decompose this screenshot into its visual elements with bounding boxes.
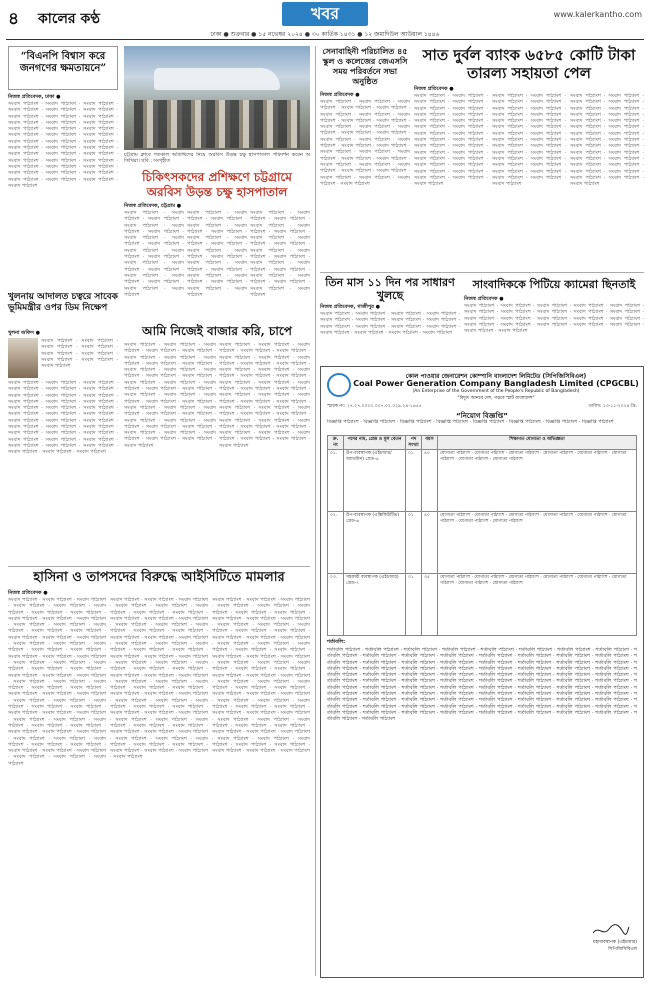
cpgcbl-logo-icon [327,373,351,397]
khulna-headline: খুলনায় আদালত চত্বরে সাবেক ভূমিমন্ত্রীর ওপর ডিম নিক্ষেপ [8,292,118,313]
col-post: পদের নাম, গ্রেড ও মূল বেতন [344,436,406,450]
row-sl: ০৩. [328,574,344,636]
masthead-rule [6,39,644,40]
ad-memo: স্মারক নং: ২৭.২৭.০০০০.০০৭.০২.০২৯.২৪-১৬৫৫ [327,404,422,409]
row-sl: ০১. [328,450,344,512]
army-byline: নিজস্ব প্রতিবেদক ● [320,92,360,98]
masthead [0,0,650,44]
khulna-body: সংবাদ পাঠ্যাংশ · সংবাদ পাঠ্যাংশ · সংবাদ পাঠ্যাংশ · সংবাদ পাঠ্যাংশ · সংবাদ পাঠ্যাংশ · সংবাদ পাঠ্যাংশ · সংবাদ পাঠ্যাংশ · সংবাদ পাঠ্যাংশ · সংবাদ পাঠ্যাংশ · সংবাদ পাঠ্যাংশ · সংবাদ পাঠ্যাংশ · সংবাদ পাঠ্যাংশ · সংবাদ পাঠ্যাংশ · সংবাদ পাঠ্যাংশ · সংবাদ পাঠ্যাংশ · সংবাদ পাঠ্যাংশ · সংবাদ পাঠ্যাংশ · সংবাদ পাঠ্যাংশ · সংবাদ পাঠ্যাংশ · সংবাদ পাঠ্যাংশ · সংবাদ পাঠ্যাংশ · সংবাদ পাঠ্যাংশ · সংবাদ পাঠ্যাংশ · সংবাদ পাঠ্যাংশ · সংবাদ পাঠ্যাংশ · সংবাদ পাঠ্যাংশ · সংবাদ পাঠ্যাংশ · সংবাদ পাঠ্যাংশ · সংবাদ পাঠ্যাংশ · সংবাদ পাঠ্যাংশ · সংবাদ পাঠ্যাংশ · সংবাদ পাঠ্যাংশ · সংবাদ পাঠ্যাংশ · সংবাদ পাঠ্যাংশ · সংবাদ পাঠ্যাংশ · সংবাদ পাঠ্যাংশ [8,380,118,456]
row-qualification: যোগ্যতা পাঠ্যাংশ · যোগ্যতা পাঠ্যাংশ · যোগ্যতা পাঠ্যাংশ · যোগ্যতা পাঠ্যাংশ · যোগ্যতা পাঠ্যাংশ · যোগ্যতা পাঠ্যাংশ · যোগ্যতা পাঠ্যাংশ · যোগ্যতা পাঠ্যাংশ [438,574,637,636]
section-badge: খবর [282,2,368,26]
ad-notes-title: শর্তাবলি: [327,639,346,645]
main-byline: নিজস্ব প্রতিবেদক, চট্টগ্রাম ● [124,203,182,209]
page-number: ৪ [8,9,20,29]
quote-headline: “বিএনপি বিশ্বাস করে জনগণের ক্ষমতায়নে” [19,51,107,74]
table-row [328,512,637,574]
quote-body: সংবাদ পাঠ্যাংশ · সংবাদ পাঠ্যাংশ · সংবাদ পাঠ্যাংশ · সংবাদ পাঠ্যাংশ · সংবাদ পাঠ্যাংশ · সংবাদ পাঠ্যাংশ · সংবাদ পাঠ্যাংশ · সংবাদ পাঠ্যাংশ · সংবাদ পাঠ্যাংশ · সংবাদ পাঠ্যাংশ · সংবাদ পাঠ্যাংশ · সংবাদ পাঠ্যাংশ · সংবাদ পাঠ্যাংশ · সংবাদ পাঠ্যাংশ · সংবাদ পাঠ্যাংশ · সংবাদ পাঠ্যাংশ · সংবাদ পাঠ্যাংশ · সংবাদ পাঠ্যাংশ · সংবাদ পাঠ্যাংশ · সংবাদ পাঠ্যাংশ · সংবাদ পাঠ্যাংশ · সংবাদ পাঠ্যাংশ · সংবাদ পাঠ্যাংশ · সংবাদ পাঠ্যাংশ · সংবাদ পাঠ্যাংশ · সংবাদ পাঠ্যাংশ · সংবাদ পাঠ্যাংশ · সংবাদ পাঠ্যাংশ · সংবাদ পাঠ্যাংশ · সংবাদ পাঠ্যাংশ · সংবাদ পাঠ্যাংশ · সংবাদ পাঠ্যাংশ · সংবাদ পাঠ্যাংশ · সংবাদ পাঠ্যাংশ · সংবাদ পাঠ্যাংশ · সংবাদ পাঠ্যাংশ · সংবাদ পাঠ্যাংশ · সংবাদ পাঠ্যাংশ · সংবাদ পাঠ্যাংশ · সংবাদ পাঠ্যাংশ [8,101,118,189]
row-count: ০১ [406,512,422,574]
main-headline: চিকিৎসকদের প্রশিক্ষণে চট্টগ্রামে অরবিস উড়ন্ত চক্ষু হাসপাতাল [142,170,292,199]
ad-date: তারিখ: ১৩-১১-২০২৪ খ্রি. [588,404,637,409]
three-months-byline: নিজস্ব প্রতিবেদক, গাজীপুর ● [320,304,381,310]
ad-org-bn: কোল পাওয়ার জেনারেশন কোম্পানি বাংলাদেশ লিমিটেড (সিপিজিসিবিএল) [405,373,587,380]
airplane-shape [154,68,280,90]
row-age: ৪০ [422,450,438,512]
bazar-body-col2: সংবাদ পাঠ্যাংশ · সংবাদ পাঠ্যাংশ · সংবাদ পাঠ্যাংশ · সংবাদ পাঠ্যাংশ · সংবাদ পাঠ্যাংশ · সংবাদ পাঠ্যাংশ · সংবাদ পাঠ্যাংশ · সংবাদ পাঠ্যাংশ · সংবাদ পাঠ্যাংশ · সংবাদ পাঠ্যাংশ · সংবাদ পাঠ্যাংশ · সংবাদ পাঠ্যাংশ · সংবাদ পাঠ্যাংশ · সংবাদ পাঠ্যাংশ · সংবাদ পাঠ্যাংশ · সংবাদ পাঠ্যাংশ · সংবাদ পাঠ্যাংশ · সংবাদ পাঠ্যাংশ · সংবাদ পাঠ্যাংশ · সংবাদ পাঠ্যাংশ · সংবাদ পাঠ্যাংশ · সংবাদ পাঠ্যাংশ · সংবাদ পাঠ্যাংশ · সংবাদ পাঠ্যাংশ · সংবাদ পাঠ্যাংশ · সংবাদ পাঠ্যাংশ · সংবাদ পাঠ্যাংশ · সংবাদ পাঠ্যাংশ · সংবাদ পাঠ্যাংশ · সংবাদ পাঠ্যাংশ · সংবাদ পাঠ্যাংশ · সংবাদ পাঠ্যাংশ · সংবাদ পাঠ্যাংশ · সংবাদ পাঠ্যাংশ · সংবাদ পাঠ্যাংশ · সংবাদ পাঠ্যাংশ · সংবাদ পাঠ্যাংশ · সংবাদ পাঠ্যাংশ · সংবাদ পাঠ্যাংশ · সংবাদ পাঠ্যাংশ · সংবাদ পাঠ্যাংশ [219,342,310,449]
main-body-col2: সংবাদ পাঠ্যাংশ · সংবাদ পাঠ্যাংশ · সংবাদ পাঠ্যাংশ · সংবাদ পাঠ্যাংশ · সংবাদ পাঠ্যাংশ · সংবাদ পাঠ্যাংশ · সংবাদ পাঠ্যাংশ · সংবাদ পাঠ্যাংশ · সংবাদ পাঠ্যাংশ · সংবাদ পাঠ্যাংশ · সংবাদ পাঠ্যাংশ · সংবাদ পাঠ্যাংশ · সংবাদ পাঠ্যাংশ · সংবাদ পাঠ্যাংশ · সংবাদ পাঠ্যাংশ · সংবাদ পাঠ্যাংশ · সংবাদ পাঠ্যাংশ · সংবাদ পাঠ্যাংশ · সংবাদ পাঠ্যাংশ · সংবাদ পাঠ্যাংশ [187,210,247,298]
hasina-byline: নিজস্ব প্রতিবেদক ● [8,590,48,596]
journalist-body: সংবাদ পাঠ্যাংশ · সংবাদ পাঠ্যাংশ · সংবাদ পাঠ্যাংশ · সংবাদ পাঠ্যাংশ · সংবাদ পাঠ্যাংশ · সংবাদ পাঠ্যাংশ · সংবাদ পাঠ্যাংশ · সংবাদ পাঠ্যাংশ · সংবাদ পাঠ্যাংশ · সংবাদ পাঠ্যাংশ · সংবাদ পাঠ্যাংশ · সংবাদ পাঠ্যাংশ · সংবাদ পাঠ্যাংশ · সংবাদ পাঠ্যাংশ · সংবাদ পাঠ্যাংশ · সংবাদ পাঠ্যাংশ · সংবাদ পাঠ্যাংশ · সংবাদ পাঠ্যাংশ · সংবাদ পাঠ্যাংশ · সংবাদ পাঠ্যাংশ · সংবাদ পাঠ্যাংশ · সংবাদ পাঠ্যাংশ [464,303,644,335]
ad-intro: বিজ্ঞপ্তি পাঠ্যাংশ · বিজ্ঞপ্তি পাঠ্যাংশ · বিজ্ঞপ্তি পাঠ্যাংশ · বিজ্ঞপ্তি পাঠ্যাংশ · বিজ্ঞপ্তি পাঠ্যাংশ · বিজ্ঞপ্তি পাঠ্যাংশ · বিজ্ঞপ্তি পাঠ্যাংশ · বিজ্ঞপ্তি পাঠ্যাংশ [327,419,614,425]
divider-hasina [8,566,310,567]
signature-org: সিপিজিসিবিএল [608,947,637,952]
row-sl: ০২. [328,512,344,574]
ad-table-wrap [327,435,637,636]
three-months-body: সংবাদ পাঠ্যাংশ · সংবাদ পাঠ্যাংশ · সংবাদ পাঠ্যাংশ · সংবাদ পাঠ্যাংশ · সংবাদ পাঠ্যাংশ · সংবাদ পাঠ্যাংশ · সংবাদ পাঠ্যাংশ · সংবাদ পাঠ্যাংশ · সংবাদ পাঠ্যাংশ · সংবাদ পাঠ্যাংশ · সংবাদ পাঠ্যাংশ · সংবাদ পাঠ্যাংশ · সংবাদ পাঠ্যাংশ · সংবাদ পাঠ্যাংশ · সংবাদ পাঠ্যাংশ · সংবাদ পাঠ্যাংশ [320,311,460,336]
khulna-byline: খুলনা অফিস ● [8,330,41,336]
quote-byline: নিজস্ব প্রতিবেদক, ঢাকা ● [8,94,61,100]
quote-box [8,46,118,90]
ad-title: “নিয়োগ বিজ্ঞপ্তি” [456,412,508,420]
row-post: উপ-ব্যবস্থাপক (এক্সিকিউটিভ) গ্রেড-৬ [344,512,406,574]
main-body-col1: সংবাদ পাঠ্যাংশ · সংবাদ পাঠ্যাংশ · সংবাদ পাঠ্যাংশ · সংবাদ পাঠ্যাংশ · সংবাদ পাঠ্যাংশ · সংবাদ পাঠ্যাংশ · সংবাদ পাঠ্যাংশ · সংবাদ পাঠ্যাংশ · সংবাদ পাঠ্যাংশ · সংবাদ পাঠ্যাংশ · সংবাদ পাঠ্যাংশ · সংবাদ পাঠ্যাংশ · সংবাদ পাঠ্যাংশ · সংবাদ পাঠ্যাংশ · সংবাদ পাঠ্যাংশ · সংবাদ পাঠ্যাংশ · সংবাদ পাঠ্যাংশ · সংবাদ পাঠ্যাংশ · সংবাদ পাঠ্যাংশ · সংবাদ পাঠ্যাংশ [124,210,184,298]
ad-slogan: "বিদ্যুৎ আনবে দেশ, গড়বে স্মার্ট বাংলাদেশ" [457,396,535,401]
ad-table-header [328,436,637,450]
row-count: ০১ [406,574,422,636]
army-headline: সেনাবাহিনী পরিচালিত ৪৫ স্কুল ও কলেজের জেএসসি সময় পরিবর্তনে সভা অনুষ্ঠিত [322,46,408,86]
army-body: সংবাদ পাঠ্যাংশ · সংবাদ পাঠ্যাংশ · সংবাদ পাঠ্যাংশ · সংবাদ পাঠ্যাংশ · সংবাদ পাঠ্যাংশ · সংবাদ পাঠ্যাংশ · সংবাদ পাঠ্যাংশ · সংবাদ পাঠ্যাংশ · সংবাদ পাঠ্যাংশ · সংবাদ পাঠ্যাংশ · সংবাদ পাঠ্যাংশ · সংবাদ পাঠ্যাংশ · সংবাদ পাঠ্যাংশ · সংবাদ পাঠ্যাংশ · সংবাদ পাঠ্যাংশ · সংবাদ পাঠ্যাংশ · সংবাদ পাঠ্যাংশ · সংবাদ পাঠ্যাংশ · সংবাদ পাঠ্যাংশ · সংবাদ পাঠ্যাংশ · সংবাদ পাঠ্যাংশ · সংবাদ পাঠ্যাংশ · সংবাদ পাঠ্যাংশ · সংবাদ পাঠ্যাংশ · সংবাদ পাঠ্যাংশ · সংবাদ পাঠ্যাংশ · সংবাদ পাঠ্যাংশ · সংবাদ পাঠ্যাংশ · সংবাদ পাঠ্যাংশ · সংবাদ পাঠ্যাংশ · সংবাদ পাঠ্যাংশ · সংবাদ পাঠ্যাংশ · সংবাদ পাঠ্যাংশ · সংবাদ পাঠ্যাংশ [320,99,410,187]
signature-icon [591,923,631,937]
bank-body-col1: সংবাদ পাঠ্যাংশ · সংবাদ পাঠ্যাংশ · সংবাদ পাঠ্যাংশ · সংবাদ পাঠ্যাংশ · সংবাদ পাঠ্যাংশ · সংবাদ পাঠ্যাংশ · সংবাদ পাঠ্যাংশ · সংবাদ পাঠ্যাংশ · সংবাদ পাঠ্যাংশ · সংবাদ পাঠ্যাংশ · সংবাদ পাঠ্যাংশ · সংবাদ পাঠ্যাংশ · সংবাদ পাঠ্যাংশ · সংবাদ পাঠ্যাংশ · সংবাদ পাঠ্যাংশ · সংবাদ পাঠ্যাংশ · সংবাদ পাঠ্যাংশ · সংবাদ পাঠ্যাংশ · সংবাদ পাঠ্যাংশ · সংবাদ পাঠ্যাংশ · সংবাদ পাঠ্যাংশ · সংবাদ পাঠ্যাংশ · সংবাদ পাঠ্যাংশ · সংবাদ পাঠ্যাংশ · সংবাদ পাঠ্যাংশ · সংবাদ পাঠ্যাংশ · সংবাদ পাঠ্যাংশ · সংবাদ পাঠ্যাংশ · সংবাদ পাঠ্যাংশ [414,93,488,188]
main-photo [124,46,310,150]
group-people [134,100,300,148]
journalist-headline: সাংবাদিককে পিটিয়ে ক্যামেরা ছিনতাই [472,278,636,291]
signature-name: মহাব্যবস্থাপক (এইচআর) [593,940,637,945]
bank-body-col2: সংবাদ পাঠ্যাংশ · সংবাদ পাঠ্যাংশ · সংবাদ পাঠ্যাংশ · সংবাদ পাঠ্যাংশ · সংবাদ পাঠ্যাংশ · সংবাদ পাঠ্যাংশ · সংবাদ পাঠ্যাংশ · সংবাদ পাঠ্যাংশ · সংবাদ পাঠ্যাংশ · সংবাদ পাঠ্যাংশ · সংবাদ পাঠ্যাংশ · সংবাদ পাঠ্যাংশ · সংবাদ পাঠ্যাংশ · সংবাদ পাঠ্যাংশ · সংবাদ পাঠ্যাংশ · সংবাদ পাঠ্যাংশ · সংবাদ পাঠ্যাংশ · সংবাদ পাঠ্যাংশ · সংবাদ পাঠ্যাংশ · সংবাদ পাঠ্যাংশ · সংবাদ পাঠ্যাংশ · সংবাদ পাঠ্যাংশ · সংবাদ পাঠ্যাংশ · সংবাদ পাঠ্যাংশ · সংবাদ পাঠ্যাংশ · সংবাদ পাঠ্যাংশ · সংবাদ পাঠ্যাংশ · সংবাদ পাঠ্যাংশ · সংবাদ পাঠ্যাংশ [492,93,566,188]
row-qualification: যোগ্যতা পাঠ্যাংশ · যোগ্যতা পাঠ্যাংশ · যোগ্যতা পাঠ্যাংশ · যোগ্যতা পাঠ্যাংশ · যোগ্যতা পাঠ্যাংশ · যোগ্যতা পাঠ্যাংশ · যোগ্যতা পাঠ্যাংশ · যোগ্যতা পাঠ্যাংশ [438,450,637,512]
main-body-col3: সংবাদ পাঠ্যাংশ · সংবাদ পাঠ্যাংশ · সংবাদ পাঠ্যাংশ · সংবাদ পাঠ্যাংশ · সংবাদ পাঠ্যাংশ · সংবাদ পাঠ্যাংশ · সংবাদ পাঠ্যাংশ · সংবাদ পাঠ্যাংশ · সংবাদ পাঠ্যাংশ · সংবাদ পাঠ্যাংশ · সংবাদ পাঠ্যাংশ · সংবাদ পাঠ্যাংশ · সংবাদ পাঠ্যাংশ · সংবাদ পাঠ্যাংশ · সংবাদ পাঠ্যাংশ · সংবাদ পাঠ্যাংশ · সংবাদ পাঠ্যাংশ · সংবাদ পাঠ্যাংশ · সংবাদ পাঠ্যাংশ · সংবাদ পাঠ্যাংশ [250,210,310,298]
khulna-portrait [8,338,38,378]
column-divider [315,46,316,976]
col-count: পদ সংখ্যা [406,436,422,450]
bank-headline: সাত দুর্বল ব্যাংক ৬৫৮৫ কোটি টাকা তারল্য সহায়তা পেল [422,46,636,82]
bank-byline: নিজস্ব প্রতিবেদক ● [414,86,454,92]
bazar-body-col1: সংবাদ পাঠ্যাংশ · সংবাদ পাঠ্যাংশ · সংবাদ পাঠ্যাংশ · সংবাদ পাঠ্যাংশ · সংবাদ পাঠ্যাংশ · সংবাদ পাঠ্যাংশ · সংবাদ পাঠ্যাংশ · সংবাদ পাঠ্যাংশ · সংবাদ পাঠ্যাংশ · সংবাদ পাঠ্যাংশ · সংবাদ পাঠ্যাংশ · সংবাদ পাঠ্যাংশ · সংবাদ পাঠ্যাংশ · সংবাদ পাঠ্যাংশ · সংবাদ পাঠ্যাংশ · সংবাদ পাঠ্যাংশ · সংবাদ পাঠ্যাংশ · সংবাদ পাঠ্যাংশ · সংবাদ পাঠ্যাংশ · সংবাদ পাঠ্যাংশ · সংবাদ পাঠ্যাংশ · সংবাদ পাঠ্যাংশ · সংবাদ পাঠ্যাংশ · সংবাদ পাঠ্যাংশ · সংবাদ পাঠ্যাংশ · সংবাদ পাঠ্যাংশ · সংবাদ পাঠ্যাংশ · সংবাদ পাঠ্যাংশ · সংবাদ পাঠ্যাংশ · সংবাদ পাঠ্যাংশ · সংবাদ পাঠ্যাংশ · সংবাদ পাঠ্যাংশ · সংবাদ পাঠ্যাংশ · সংবাদ পাঠ্যাংশ · সংবাদ পাঠ্যাংশ · সংবাদ পাঠ্যাংশ · সংবাদ পাঠ্যাংশ · সংবাদ পাঠ্যাংশ · সংবাদ পাঠ্যাংশ · সংবাদ পাঠ্যাংশ · সংবাদ পাঠ্যাংশ [124,342,216,449]
bank-body-col3: সংবাদ পাঠ্যাংশ · সংবাদ পাঠ্যাংশ · সংবাদ পাঠ্যাংশ · সংবাদ পাঠ্যাংশ · সংবাদ পাঠ্যাংশ · সংবাদ পাঠ্যাংশ · সংবাদ পাঠ্যাংশ · সংবাদ পাঠ্যাংশ · সংবাদ পাঠ্যাংশ · সংবাদ পাঠ্যাংশ · সংবাদ পাঠ্যাংশ · সংবাদ পাঠ্যাংশ · সংবাদ পাঠ্যাংশ · সংবাদ পাঠ্যাংশ · সংবাদ পাঠ্যাংশ · সংবাদ পাঠ্যাংশ · সংবাদ পাঠ্যাংশ · সংবাদ পাঠ্যাংশ · সংবাদ পাঠ্যাংশ · সংবাদ পাঠ্যাংশ · সংবাদ পাঠ্যাংশ · সংবাদ পাঠ্যাংশ · সংবাদ পাঠ্যাংশ · সংবাদ পাঠ্যাংশ · সংবাদ পাঠ্যাংশ · সংবাদ পাঠ্যাংশ · সংবাদ পাঠ্যাংশ · সংবাদ পাঠ্যাংশ · সংবাদ পাঠ্যাংশ [570,93,644,188]
hasina-body-col3: সংবাদ পাঠ্যাংশ · সংবাদ পাঠ্যাংশ · সংবাদ পাঠ্যাংশ · সংবাদ পাঠ্যাংশ · সংবাদ পাঠ্যাংশ · সংবাদ পাঠ্যাংশ · সংবাদ পাঠ্যাংশ · সংবাদ পাঠ্যাংশ · সংবাদ পাঠ্যাংশ · সংবাদ পাঠ্যাংশ · সংবাদ পাঠ্যাংশ · সংবাদ পাঠ্যাংশ · সংবাদ পাঠ্যাংশ · সংবাদ পাঠ্যাংশ · সংবাদ পাঠ্যাংশ · সংবাদ পাঠ্যাংশ · সংবাদ পাঠ্যাংশ · সংবাদ পাঠ্যাংশ · সংবাদ পাঠ্যাংশ · সংবাদ পাঠ্যাংশ · সংবাদ পাঠ্যাংশ · সংবাদ পাঠ্যাংশ · সংবাদ পাঠ্যাংশ · সংবাদ পাঠ্যাংশ · সংবাদ পাঠ্যাংশ · সংবাদ পাঠ্যাংশ · সংবাদ পাঠ্যাংশ · সংবাদ পাঠ্যাংশ · সংবাদ পাঠ্যাংশ · সংবাদ পাঠ্যাংশ · সংবাদ পাঠ্যাংশ · সংবাদ পাঠ্যাংশ · সংবাদ পাঠ্যাংশ · সংবাদ পাঠ্যাংশ · সংবাদ পাঠ্যাংশ · সংবাদ পাঠ্যাংশ · সংবাদ পাঠ্যাংশ · সংবাদ পাঠ্যাংশ · সংবাদ পাঠ্যাংশ · সংবাদ পাঠ্যাংশ · সংবাদ পাঠ্যাংশ · সংবাদ পাঠ্যাংশ · সংবাদ পাঠ্যাংশ · সংবাদ পাঠ্যাংশ · সংবাদ পাঠ্যাংশ · সংবাদ পাঠ্যাংশ · সংবাদ পাঠ্যাংশ · সংবাদ পাঠ্যাংশ · সংবাদ পাঠ্যাংশ · সংবাদ পাঠ্যাংশ · সংবাদ পাঠ্যাংশ · সংবাদ পাঠ্যাংশ · সংবাদ পাঠ্যাংশ · সংবাদ পাঠ্যাংশ · সংবাদ পাঠ্যাংশ · সংবাদ পাঠ্যাংশ · সংবাদ পাঠ্যাংশ · সংবাদ পাঠ্যাংশ · সংবাদ পাঠ্যাংশ · সংবাদ পাঠ্যাংশ · সংবাদ পাঠ্যাংশ · সংবাদ পাঠ্যাংশ · সংবাদ পাঠ্যাংশ · সংবাদ পাঠ্যাংশ · সংবাদ পাঠ্যাংশ · সংবাদ পাঠ্যাংশ · সংবাদ পাঠ্যাংশ [212,597,310,755]
table-row [328,450,637,512]
hasina-body-col2: সংবাদ পাঠ্যাংশ · সংবাদ পাঠ্যাংশ · সংবাদ পাঠ্যাংশ · সংবাদ পাঠ্যাংশ · সংবাদ পাঠ্যাংশ · সংবাদ পাঠ্যাংশ · সংবাদ পাঠ্যাংশ · সংবাদ পাঠ্যাংশ · সংবাদ পাঠ্যাংশ · সংবাদ পাঠ্যাংশ · সংবাদ পাঠ্যাংশ · সংবাদ পাঠ্যাংশ · সংবাদ পাঠ্যাংশ · সংবাদ পাঠ্যাংশ · সংবাদ পাঠ্যাংশ · সংবাদ পাঠ্যাংশ · সংবাদ পাঠ্যাংশ · সংবাদ পাঠ্যাংশ · সংবাদ পাঠ্যাংশ · সংবাদ পাঠ্যাংশ · সংবাদ পাঠ্যাংশ · সংবাদ পাঠ্যাংশ · সংবাদ পাঠ্যাংশ · সংবাদ পাঠ্যাংশ · সংবাদ পাঠ্যাংশ · সংবাদ পাঠ্যাংশ · সংবাদ পাঠ্যাংশ · সংবাদ পাঠ্যাংশ · সংবাদ পাঠ্যাংশ · সংবাদ পাঠ্যাংশ · সংবাদ পাঠ্যাংশ · সংবাদ পাঠ্যাংশ · সংবাদ পাঠ্যাংশ · সংবাদ পাঠ্যাংশ · সংবাদ পাঠ্যাংশ · সংবাদ পাঠ্যাংশ · সংবাদ পাঠ্যাংশ · সংবাদ পাঠ্যাংশ · সংবাদ পাঠ্যাংশ · সংবাদ পাঠ্যাংশ · সংবাদ পাঠ্যাংশ · সংবাদ পাঠ্যাংশ · সংবাদ পাঠ্যাংশ · সংবাদ পাঠ্যাংশ · সংবাদ পাঠ্যাংশ · সংবাদ পাঠ্যাংশ · সংবাদ পাঠ্যাংশ · সংবাদ পাঠ্যাংশ · সংবাদ পাঠ্যাংশ · সংবাদ পাঠ্যাংশ · সংবাদ পাঠ্যাংশ · সংবাদ পাঠ্যাংশ · সংবাদ পাঠ্যাংশ · সংবাদ পাঠ্যাংশ · সংবাদ পাঠ্যাংশ · সংবাদ পাঠ্যাংশ · সংবাদ পাঠ্যাংশ · সংবাদ পাঠ্যাংশ · সংবাদ পাঠ্যাংশ · সংবাদ পাঠ্যাংশ · সংবাদ পাঠ্যাংশ · সংবাদ পাঠ্যাংশ · সংবাদ পাঠ্যাংশ · সংবাদ পাঠ্যাংশ · সংবাদ পাঠ্যাংশ · সংবাদ পাঠ্যাংশ · সংবাদ পাঠ্যাংশ · সংবাদ পাঠ্যাংশ [110,597,208,761]
row-post: সহকারী ব্যবস্থাপক (এইচআর) গ্রেড-৭ [344,574,406,636]
divider-mid [320,272,644,273]
ad-org-sub: (An Enterprise of the Government of the People's Republic of Bangladesh) [412,389,580,394]
row-qualification: যোগ্যতা পাঠ্যাংশ · যোগ্যতা পাঠ্যাংশ · যোগ্যতা পাঠ্যাংশ · যোগ্যতা পাঠ্যাংশ · যোগ্যতা পাঠ্যাংশ · যোগ্যতা পাঠ্যাংশ · যোগ্যতা পাঠ্যাংশ · যোগ্যতা পাঠ্যাংশ [438,512,637,574]
table-row [328,574,637,636]
website-url[interactable]: www.kalerkantho.com [553,10,642,19]
ad-org-en: Coal Power Generation Company Bangladesh Limited (CPGCBL) [353,379,639,388]
ad-notes: শর্তাবলি পাঠ্যাংশ · শর্তাবলি পাঠ্যাংশ · শর্তাবলি পাঠ্যাংশ · শর্তাবলি পাঠ্যাংশ · শর্তাবলি পাঠ্যাংশ · শর্তাবলি পাঠ্যাংশ · শর্তাবলি পাঠ্যাংশ · শর্তাবলি পাঠ্যাংশ · শর্তাবলি পাঠ্যাংশ · শর্তাবলি পাঠ্যাংশ · শর্তাবলি পাঠ্যাংশ · শর্তাবলি পাঠ্যাংশ · শর্তাবলি পাঠ্যাংশ · শর্তাবলি পাঠ্যাংশ · শর্তাবলি পাঠ্যাংশ · শর্তাবলি পাঠ্যাংশ · শর্তাবলি পাঠ্যাংশ · শর্তাবলি পাঠ্যাংশ · শর্তাবলি পাঠ্যাংশ · শর্তাবলি পাঠ্যাংশ · শর্তাবলি পাঠ্যাংশ · শর্তাবলি পাঠ্যাংশ · শর্তাবলি পাঠ্যাংশ · শর্তাবলি পাঠ্যাংশ · শর্তাবলি পাঠ্যাংশ · শর্তাবলি পাঠ্যাংশ · শর্তাবলি পাঠ্যাংশ · শর্তাবলি পাঠ্যাংশ · শর্তাবলি পাঠ্যাংশ · শর্তাবলি পাঠ্যাংশ · শর্তাবলি পাঠ্যাংশ · শর্তাবলি পাঠ্যাংশ · শর্তাবলি পাঠ্যাংশ · শর্তাবলি পাঠ্যাংশ · শর্তাবলি পাঠ্যাংশ · শর্তাবলি পাঠ্যাংশ · শর্তাবলি পাঠ্যাংশ · শর্তাবলি পাঠ্যাংশ · শর্তাবলি পাঠ্যাংশ · শর্তাবলি পাঠ্যাংশ · শর্তাবলি পাঠ্যাংশ · শর্তাবলি পাঠ্যাংশ · শর্তাবলি পাঠ্যাংশ · শর্তাবলি পাঠ্যাংশ · শর্তাবলি পাঠ্যাংশ · শর্তাবলি পাঠ্যাংশ · শর্তাবলি পাঠ্যাংশ · শর্তাবলি পাঠ্যাংশ · শর্তাবলি পাঠ্যাংশ · শর্তাবলি পাঠ্যাংশ · শর্তাবলি পাঠ্যাংশ · শর্তাবলি পাঠ্যাংশ · শর্তাবলি পাঠ্যাংশ · শর্তাবলি পাঠ্যাংশ · শর্তাবলি পাঠ্যাংশ · শর্তাবলি পাঠ্যাংশ · শর্তাবলি পাঠ্যাংশ · শর্তাবলি পাঠ্যাংশ · শর্তাবলি পাঠ্যাংশ · শর্তাবলি পাঠ্যাংশ · শর্তাবলি পাঠ্যাংশ · শর্তাবলি পাঠ্যাংশ · শর্তাবলি পাঠ্যাংশ · শর্তাবলি পাঠ্যাংশ · শর্তাবলি পাঠ্যাংশ · শর্তাবলি পাঠ্যাংশ · শর্তাবলি পাঠ্যাংশ · শর্তাবলি পাঠ্যাংশ · শর্তাবলি পাঠ্যাংশ · শর্তাবলি পাঠ্যাংশ · শর্তাবলি পাঠ্যাংশ · শর্তাবলি পাঠ্যাংশ · শর্তাবলি পাঠ্যাংশ · শর্তাবলি পাঠ্যাংশ · শর্তাবলি পাঠ্যাংশ · শর্তাবলি পাঠ্যাংশ · শর্তাবলি পাঠ্যাংশ · শর্তাবলি পাঠ্যাংশ · শর্তাবলি পাঠ্যাংশ · শর্তাবলি পাঠ্যাংশ · শর্তাবলি পাঠ্যাংশ · শর্তাবলি পাঠ্যাংশ · শর্তাবলি পাঠ্যাংশ · শর্তাবলি পাঠ্যাংশ · শর্তাবলি পাঠ্যাংশ · শর্তাবলি পাঠ্যাংশ · শর্তাবলি পাঠ্যাংশ · শর্তাবলি পাঠ্যাংশ · শর্তাবলি পাঠ্যাংশ · শর্তাবলি পাঠ্যাংশ [327,647,637,723]
hasina-headline: হাসিনা ও তাপসদের বিরুদ্ধে আইসিটিতে মামলার [33,570,285,585]
bazar-headline: আমি নিজেই বাজার করি, চাপে [142,324,292,338]
paper-name: কালের কণ্ঠ [38,11,100,27]
row-age: ৩৫ [422,574,438,636]
hasina-body-col1: সংবাদ পাঠ্যাংশ · সংবাদ পাঠ্যাংশ · সংবাদ পাঠ্যাংশ · সংবাদ পাঠ্যাংশ · সংবাদ পাঠ্যাংশ · সংবাদ পাঠ্যাংশ · সংবাদ পাঠ্যাংশ · সংবাদ পাঠ্যাংশ · সংবাদ পাঠ্যাংশ · সংবাদ পাঠ্যাংশ · সংবাদ পাঠ্যাংশ · সংবাদ পাঠ্যাংশ · সংবাদ পাঠ্যাংশ · সংবাদ পাঠ্যাংশ · সংবাদ পাঠ্যাংশ · সংবাদ পাঠ্যাংশ · সংবাদ পাঠ্যাংশ · সংবাদ পাঠ্যাংশ · সংবাদ পাঠ্যাংশ · সংবাদ পাঠ্যাংশ · সংবাদ পাঠ্যাংশ · সংবাদ পাঠ্যাংশ · সংবাদ পাঠ্যাংশ · সংবাদ পাঠ্যাংশ · সংবাদ পাঠ্যাংশ · সংবাদ পাঠ্যাংশ · সংবাদ পাঠ্যাংশ · সংবাদ পাঠ্যাংশ · সংবাদ পাঠ্যাংশ · সংবাদ পাঠ্যাংশ · সংবাদ পাঠ্যাংশ · সংবাদ পাঠ্যাংশ · সংবাদ পাঠ্যাংশ · সংবাদ পাঠ্যাংশ · সংবাদ পাঠ্যাংশ · সংবাদ পাঠ্যাংশ · সংবাদ পাঠ্যাংশ · সংবাদ পাঠ্যাংশ · সংবাদ পাঠ্যাংশ · সংবাদ পাঠ্যাংশ · সংবাদ পাঠ্যাংশ · সংবাদ পাঠ্যাংশ · সংবাদ পাঠ্যাংশ · সংবাদ পাঠ্যাংশ · সংবাদ পাঠ্যাংশ · সংবাদ পাঠ্যাংশ · সংবাদ পাঠ্যাংশ · সংবাদ পাঠ্যাংশ · সংবাদ পাঠ্যাংশ · সংবাদ পাঠ্যাংশ · সংবাদ পাঠ্যাংশ · সংবাদ পাঠ্যাংশ · সংবাদ পাঠ্যাংশ · সংবাদ পাঠ্যাংশ · সংবাদ পাঠ্যাংশ · সংবাদ পাঠ্যাংশ · সংবাদ পাঠ্যাংশ · সংবাদ পাঠ্যাংশ · সংবাদ পাঠ্যাংশ · সংবাদ পাঠ্যাংশ · সংবাদ পাঠ্যাংশ · সংবাদ পাঠ্যাংশ · সংবাদ পাঠ্যাংশ · সংবাদ পাঠ্যাংশ · সংবাদ পাঠ্যাংশ · সংবাদ পাঠ্যাংশ · সংবাদ পাঠ্যাংশ · সংবাদ পাঠ্যাংশ · সংবাদ পাঠ্যাংশ · সংবাদ পাঠ্যাংশ [8,597,106,767]
row-post: উপ-ব্যবস্থাপক (এইচআর/অ্যাডমিন) গ্রেড-৬ [344,450,406,512]
col-sl: ক্র. নং [328,436,344,450]
ad-table [327,435,637,636]
photo-caption: চট্টগ্রাম ক্লাবে গতকাল অতিথিদের নিয়ে অরবিস উড়ন্ত চক্ষু হাসপাতাল পরিদর্শন করেন অতিথিরা। ছবি : সংগৃহীত [124,152,310,165]
row-count: ০১ [406,450,422,512]
three-months-headline: তিন মাস ১১ দিন পর সাধারণ খুলছে [325,276,455,302]
col-qualification: শিক্ষাগত যোগ্যতা ও অভিজ্ঞতা [438,436,637,450]
col-age: বয়স [422,436,438,450]
khulna-body-top: সংবাদ পাঠ্যাংশ · সংবাদ পাঠ্যাংশ · সংবাদ পাঠ্যাংশ · সংবাদ পাঠ্যাংশ · সংবাদ পাঠ্যাংশ · সংবাদ পাঠ্যাংশ · সংবাদ পাঠ্যাংশ · সংবাদ পাঠ্যাংশ · সংবাদ পাঠ্যাংশ [41,338,118,370]
row-age: ৪০ [422,512,438,574]
job-advert [320,366,644,978]
journalist-byline: নিজস্ব প্রতিবেদক ● [464,296,504,302]
dateline: ঢাকা ● শুক্রবার ● ১৫ নভেম্বর ২০২৪ ● ৩০ কার্তিক ১৪৩১ ● ১২ জমাদিউল আউয়াল ১৪৪৬ [210,31,440,38]
